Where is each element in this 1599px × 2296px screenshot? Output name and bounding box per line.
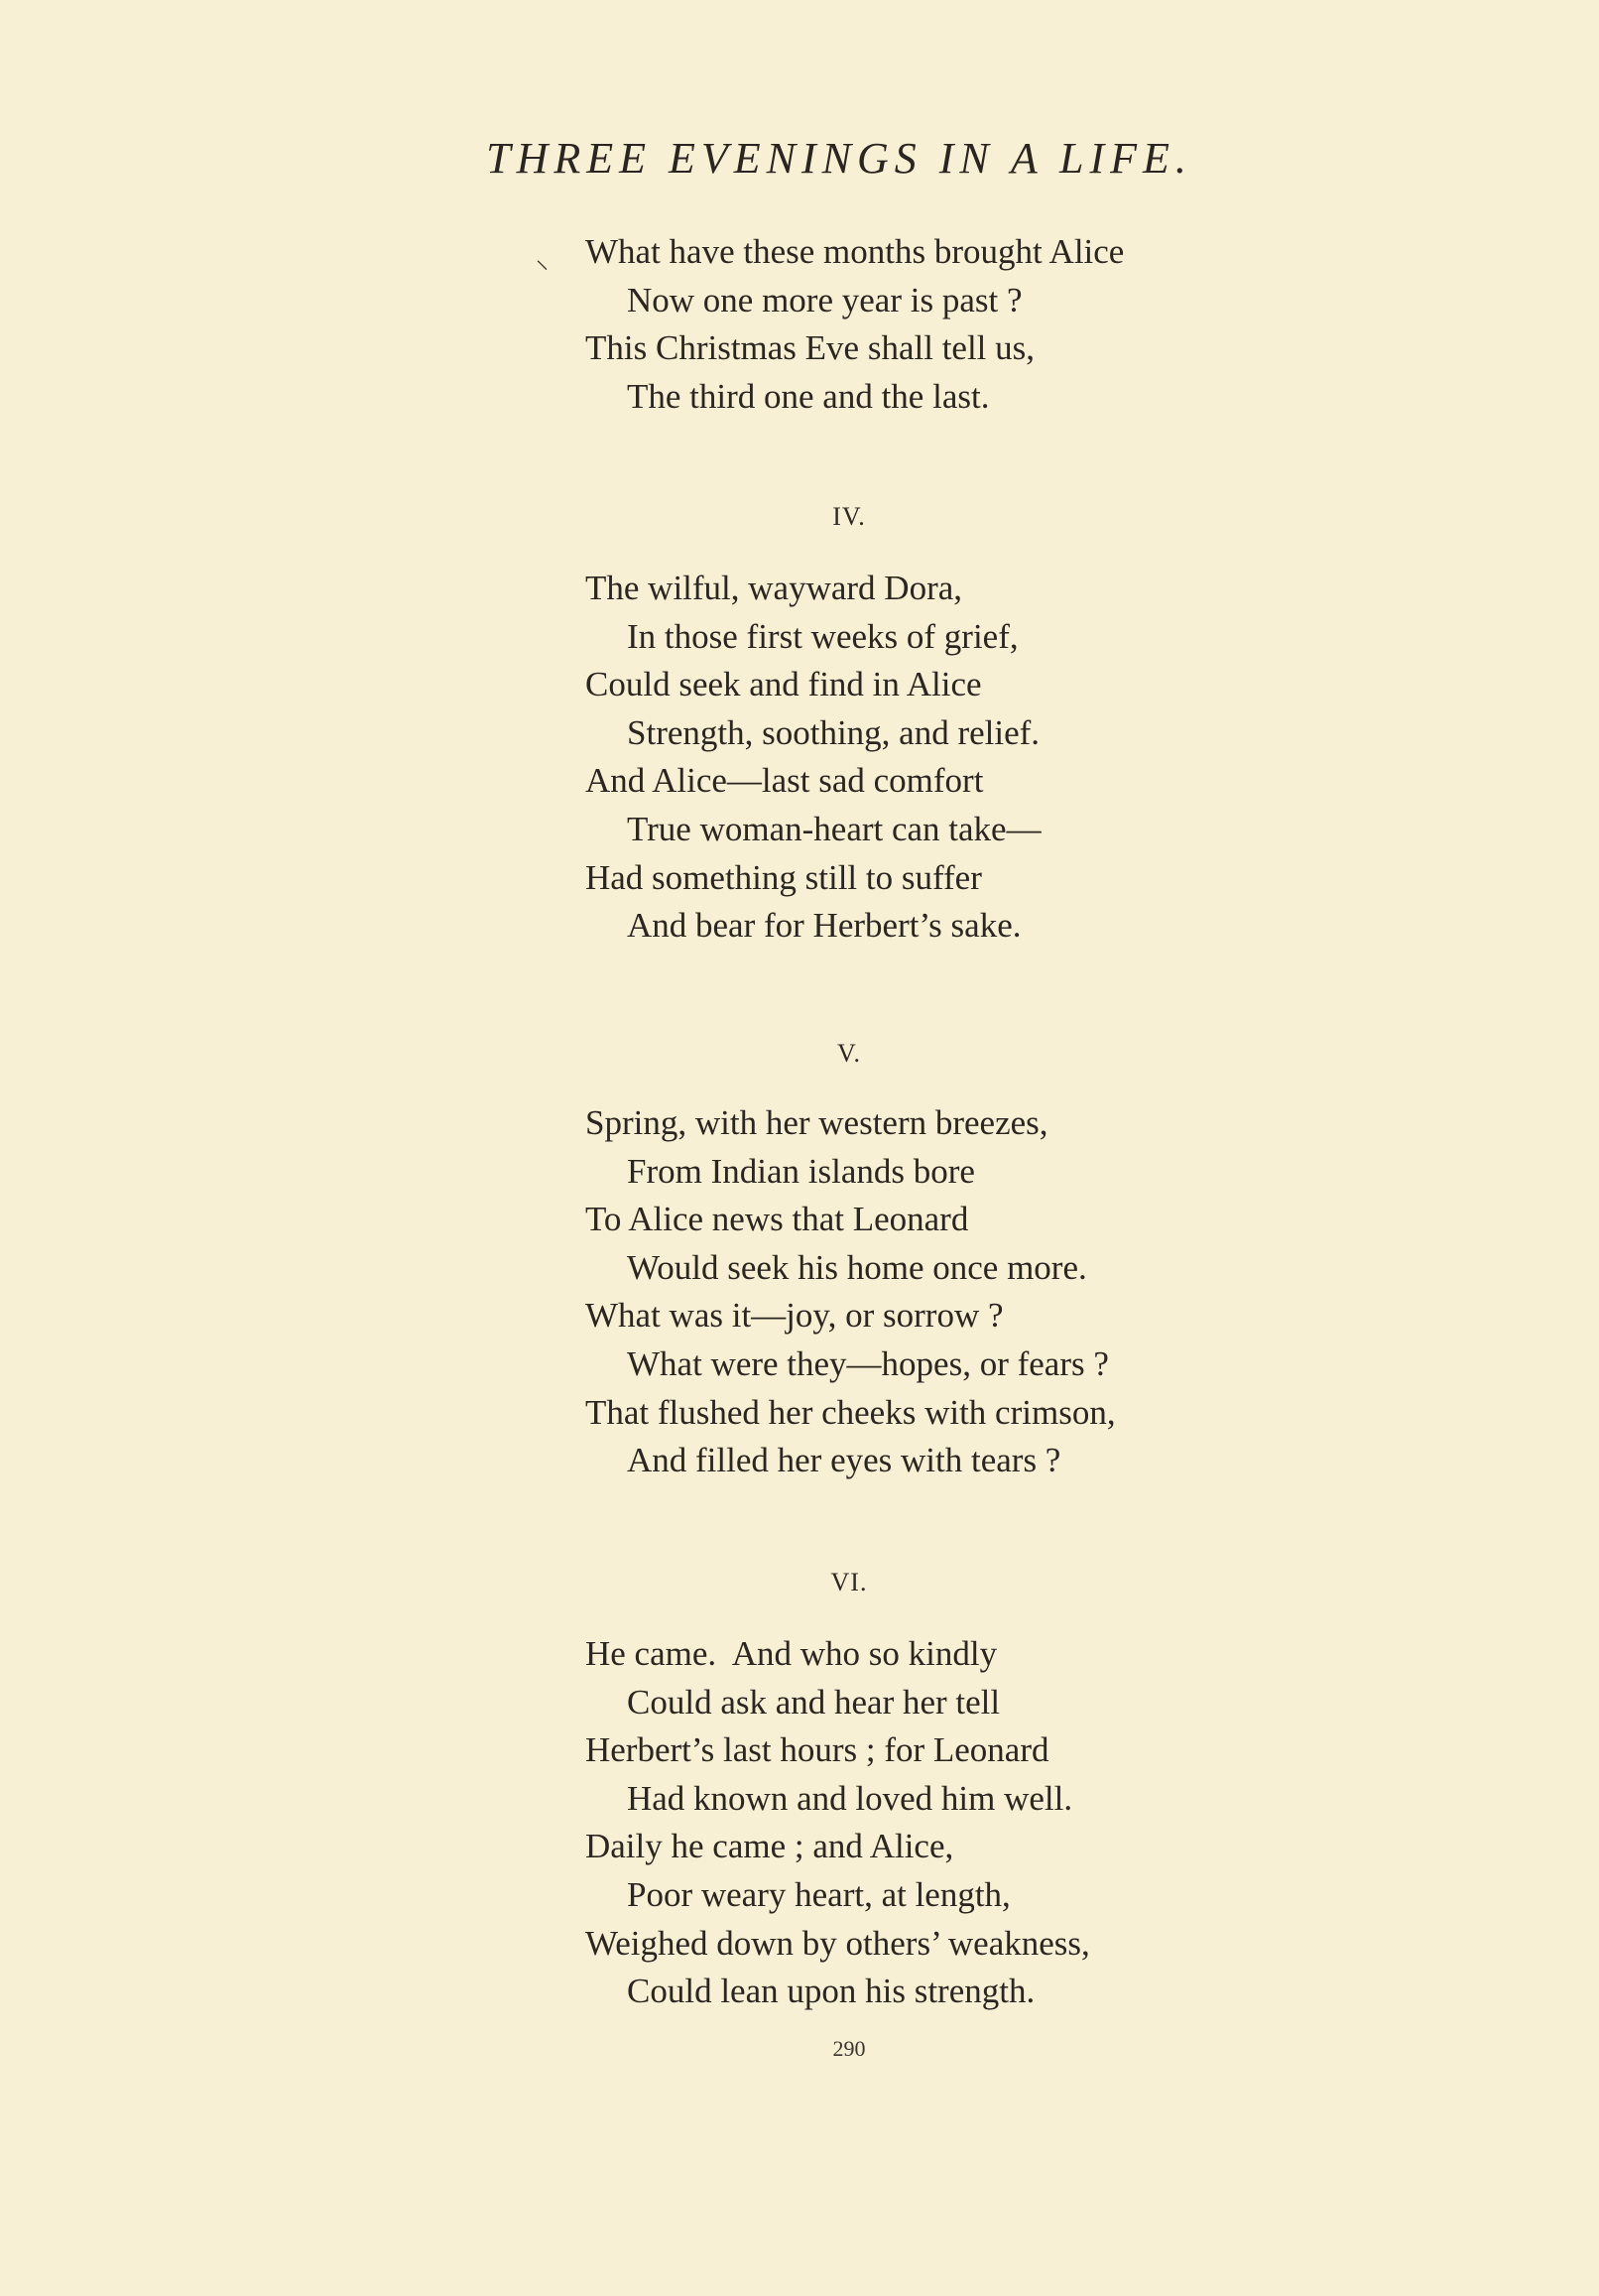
page-number: 290 [832, 2036, 866, 2061]
stanza-iv [585, 565, 1379, 951]
stanza-numeral-vi: VI. [830, 1568, 868, 1596]
verse-line: Now one more year is past ? [627, 280, 1023, 319]
verse-line: Could lean upon his strength. [627, 1972, 1036, 2011]
verse-line: Had known and loved him well. [627, 1778, 1073, 1818]
verse-line: What was it—joy, or sorrow ? [585, 1296, 1004, 1336]
verse-line: Strength, soothing, and relief. [627, 712, 1041, 752]
stanza-vi [585, 1630, 1379, 2016]
verse-line: Poor weary heart, at length, [627, 1874, 1011, 1914]
stanza-numeral-v: V. [837, 1039, 861, 1068]
stanza-intro [585, 228, 1379, 421]
stanza-numeral-iv: IV. [832, 502, 866, 531]
verse-line: The wilful, wayward Dora, [585, 569, 963, 607]
running-title: THREE EVENINGS IN A LIFE. [486, 134, 1192, 183]
verse-line: And filled her eyes with tears ? [627, 1441, 1061, 1480]
verse-line: That flushed her cheeks with crimson, [585, 1392, 1116, 1432]
verse-line: The third one and the last. [627, 376, 990, 416]
verse-line: Daily he came ; and Alice, [585, 1827, 954, 1866]
verse-line: And bear for Herbert’s sake. [627, 906, 1022, 946]
verse-line: He came. And who so kindly [585, 1634, 998, 1673]
verse-line: And Alice—last sad comfort [585, 761, 984, 801]
verse-line: Spring, with her western breezes, [585, 1103, 1048, 1142]
margin-mark: ⸜ [536, 245, 550, 274]
verse-line: From Indian islands bore [627, 1151, 975, 1191]
verse-line: True woman-heart can take— [627, 809, 1042, 848]
stanza-v [585, 1099, 1379, 1485]
verse-line: This Christmas Eve shall tell us, [585, 328, 1036, 368]
verse-line: Had something still to suffer [585, 857, 982, 897]
verse-line: Would seek his home once more. [627, 1247, 1087, 1287]
verse-line: What have these months brought Alice [585, 232, 1125, 271]
verse-line: In those first weeks of grief, [627, 616, 1019, 656]
verse-line: To Alice news that Leonard [585, 1200, 969, 1239]
verse-line: Weighed down by others’ weakness, [585, 1923, 1090, 1963]
verse-line: Herbert’s last hours ; for Leonard [585, 1730, 1049, 1770]
verse-line: Could seek and find in Alice [585, 665, 982, 704]
verse-line: What were they—hopes, or fears ? [627, 1343, 1109, 1383]
verse-line: Could ask and hear her tell [627, 1682, 1001, 1722]
